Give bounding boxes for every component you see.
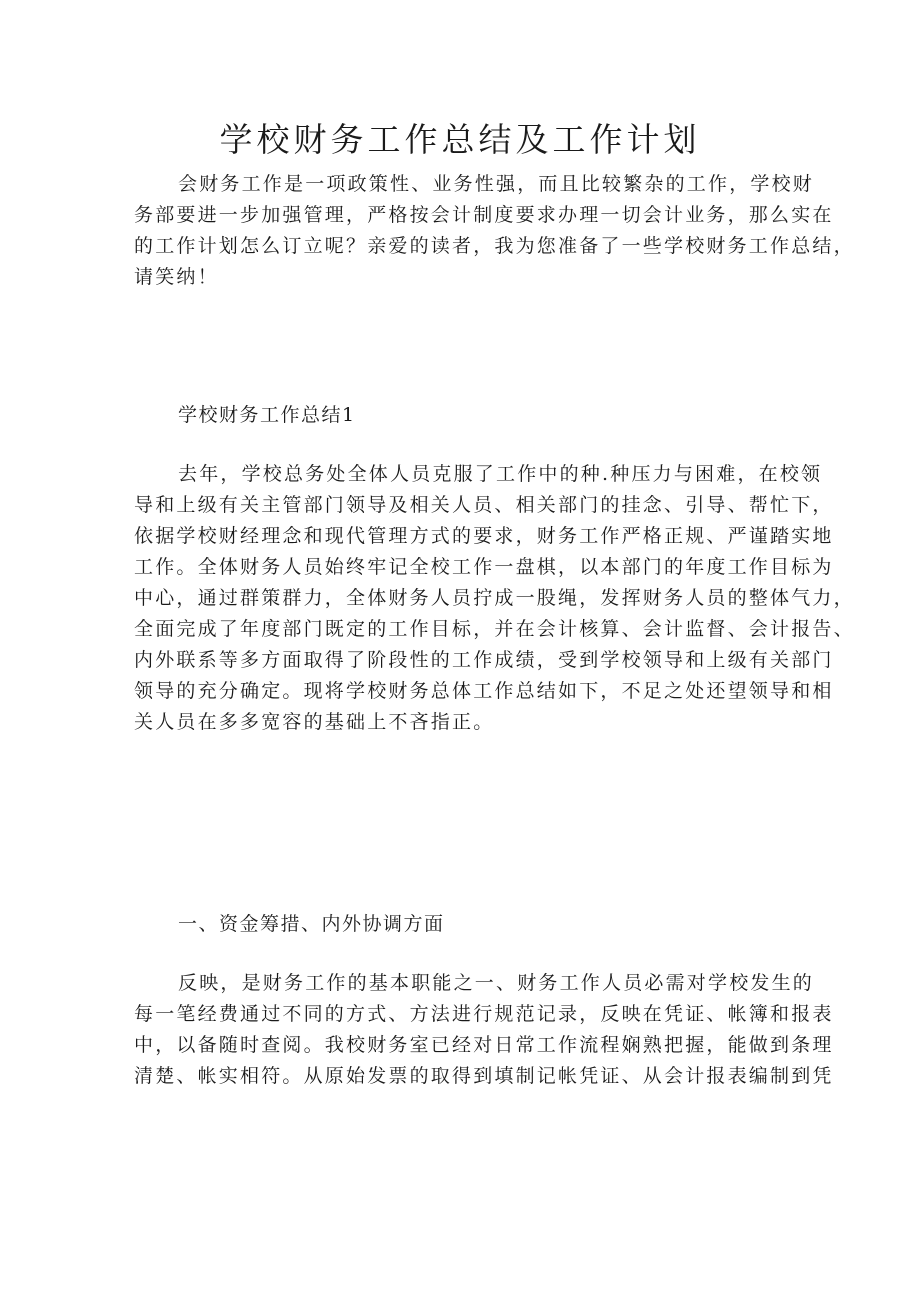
text-line: 领导的充分确定。现将学校财务总体工作总结如下，不足之处还望领导和相: [134, 680, 834, 702]
text-line: 务部要进一步加强管理，严格按会计制度要求办理一切会计业务，那么实在: [134, 204, 834, 226]
text-line: 请笑纳！: [134, 266, 219, 288]
text-line: 中心，通过群策群力，全体财务人员拧成一股绳，发挥财务人员的整体气力，: [134, 587, 855, 609]
text-line: 内外联系等多方面取得了阶段性的工作成绩，受到学校领导和上级有关部门: [134, 649, 834, 671]
body-paragraph-1: [134, 459, 855, 738]
text-line: 去年，学校总务处全体人员克服了工作中的种.种压力与困难，在校领: [178, 463, 823, 485]
text-line: 工作。全体财务人员始终牢记全校工作一盘棋，以本部门的年度工作目标为: [134, 556, 834, 578]
section-heading: 学校财务工作总结1: [178, 404, 356, 426]
document-title: 学校财务工作总结及工作计划: [219, 120, 701, 159]
intro-paragraph: [134, 169, 855, 293]
text-line: 导和上级有关主管部门领导及相关人员、相关部门的挂念、引导、帮忙下，: [134, 494, 834, 516]
text-line: 依据学校财经理念和现代管理方式的要求，财务工作严格正规、严谨踏实地: [134, 525, 834, 547]
text-line: 会财务工作是一项政策性、业务性强，而且比较繁杂的工作，学校财: [178, 173, 815, 195]
text-line: 中，以备随时查阅。我校财务室已经对日常工作流程娴熟把握，能做到条理: [134, 1034, 834, 1056]
text-line: 反映，是财务工作的基本职能之一、财务工作人员必需对学校发生的: [178, 972, 815, 994]
text-line: 清楚、帐实相符。从原始发票的取得到填制记帐凭证、从会计报表编制到凭: [134, 1065, 834, 1087]
subsection-heading: 一、资金筹措、内外协调方面: [178, 913, 445, 935]
text-line: 每一笔经费通过不同的方式、方法进行规范记录，反映在凭证、帐簿和报表: [134, 1003, 834, 1025]
text-line: 关人员在多多宽容的基础上不吝指正。: [134, 711, 495, 733]
text-line: 的工作计划怎么订立呢？亲爱的读者，我为您准备了一些学校财务工作总结，: [134, 235, 855, 257]
text-line: 全面完成了年度部门既定的工作目标，并在会计核算、会计监督、会计报告、: [134, 618, 855, 640]
body-paragraph-2: [134, 968, 834, 1092]
